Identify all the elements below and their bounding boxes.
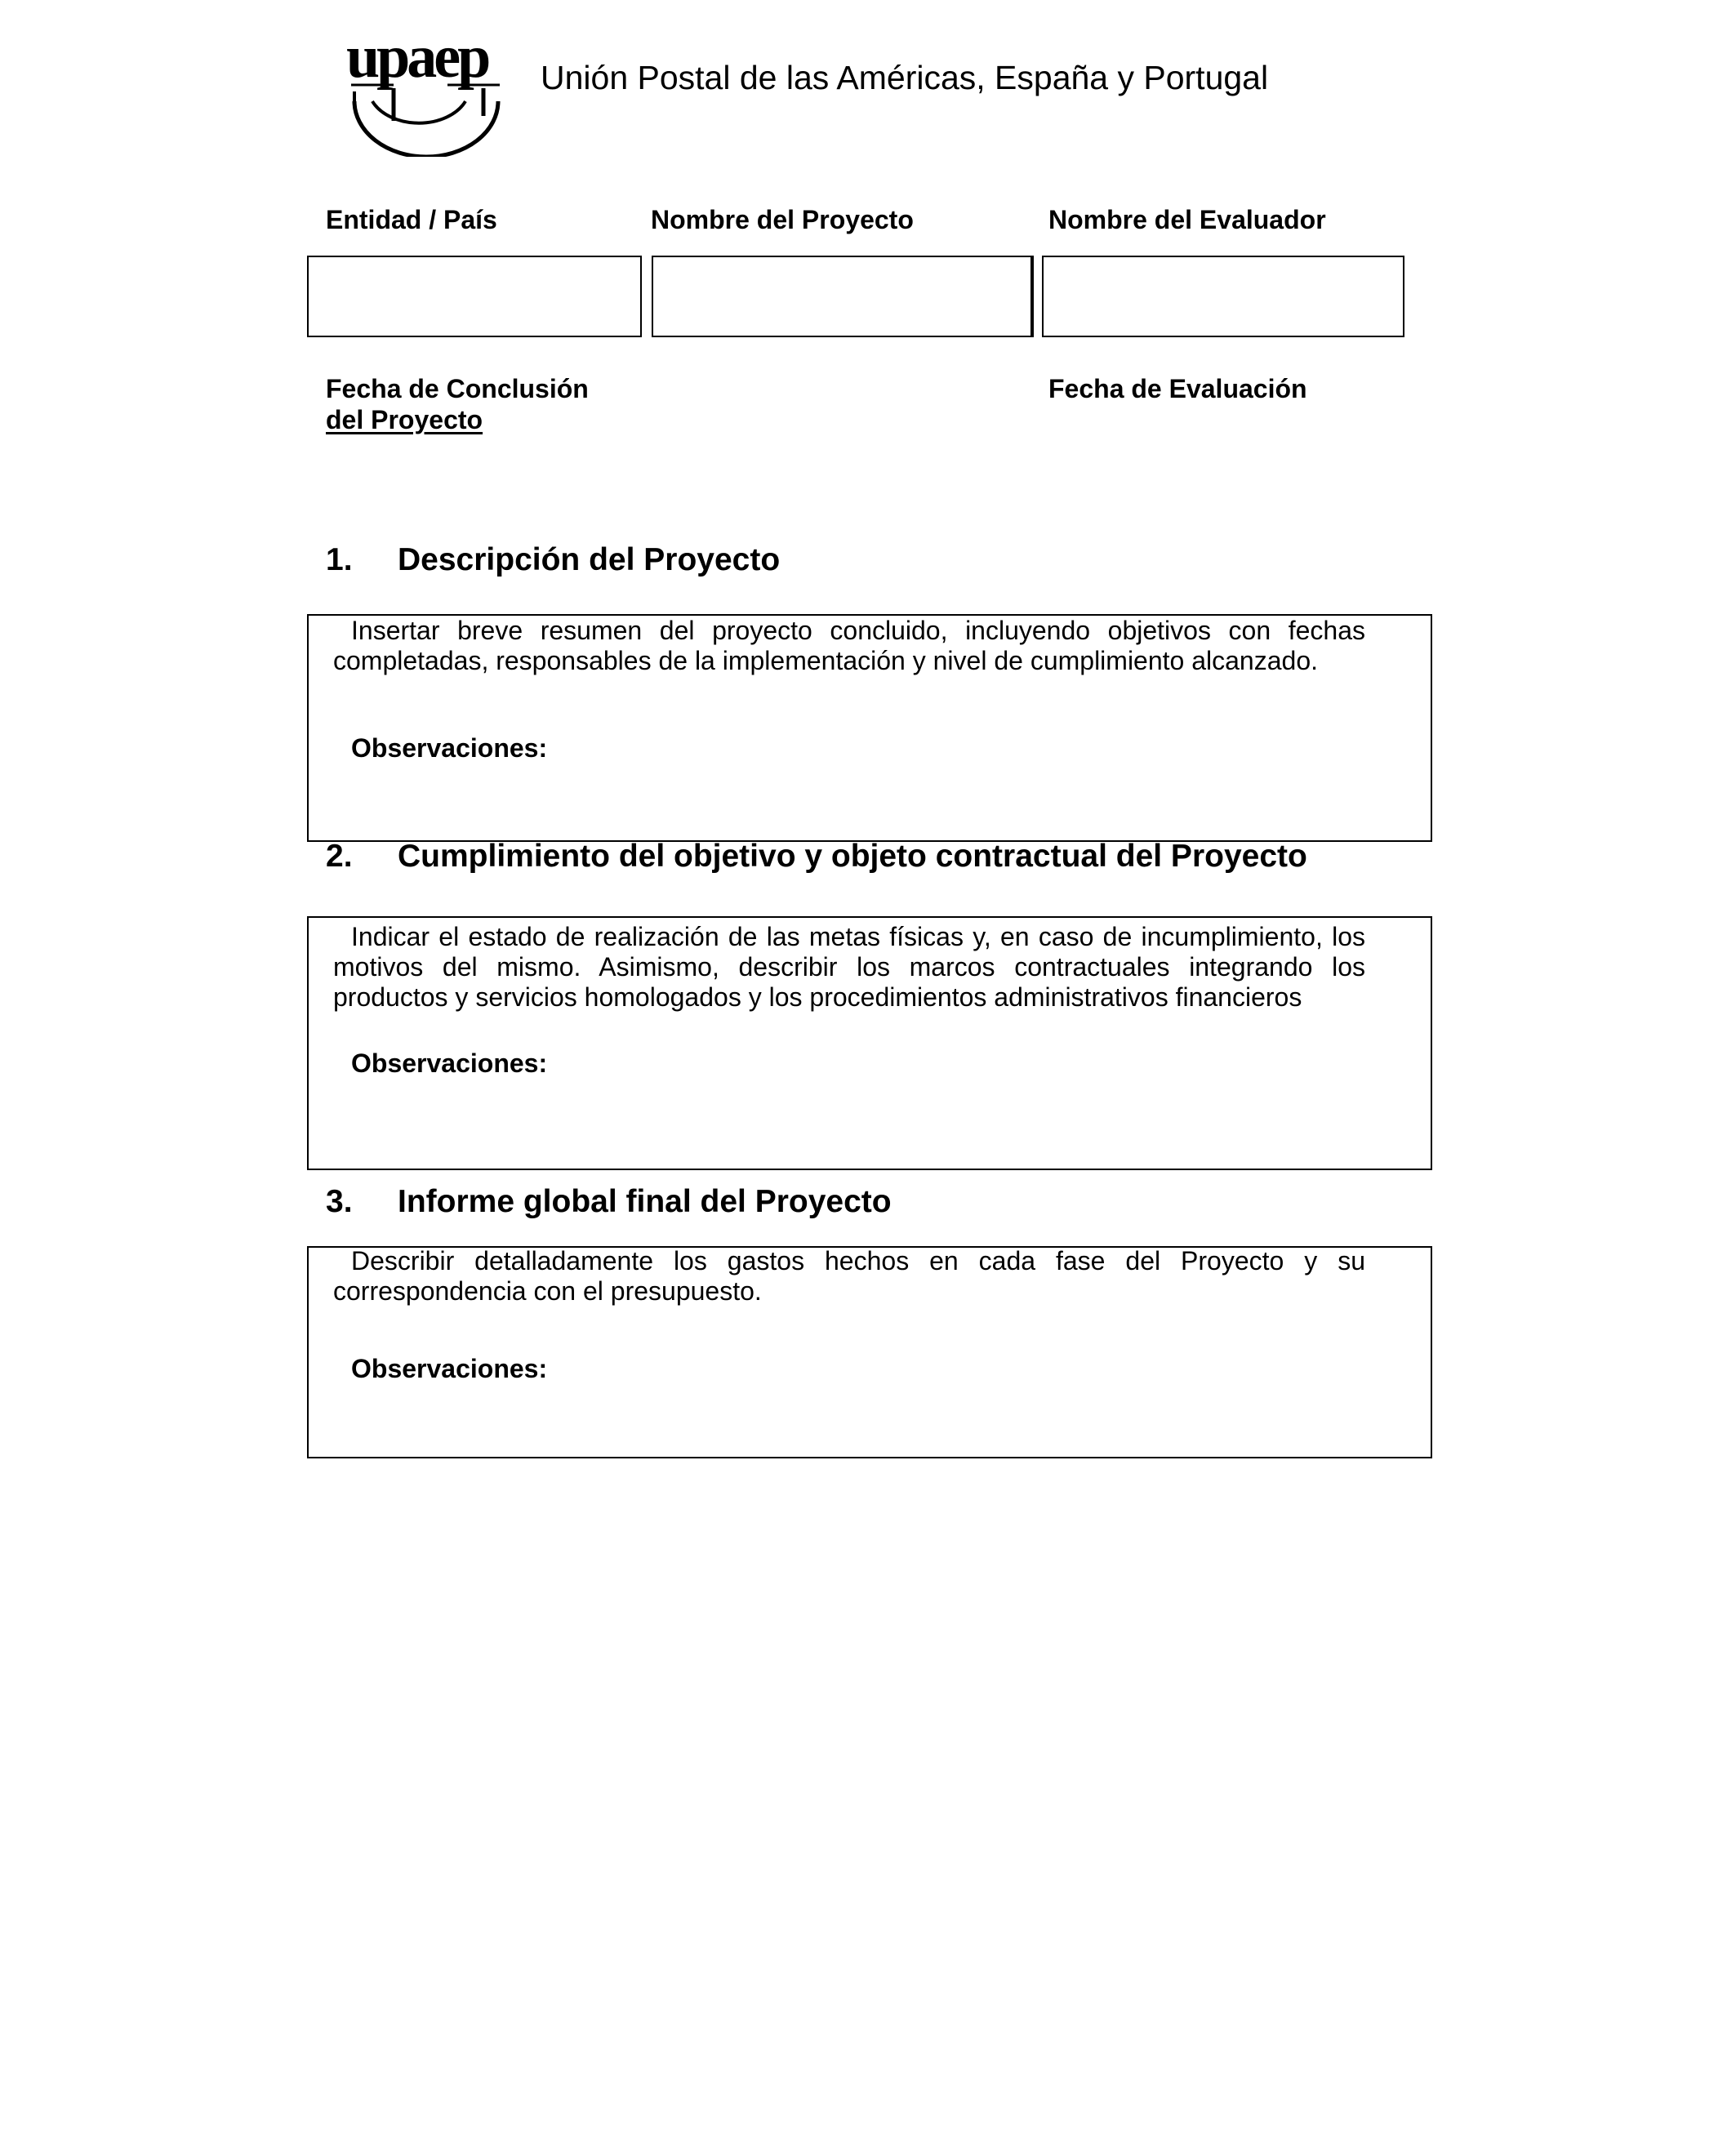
section-2-title: Cumplimiento del objetivo y objeto contractual del Proyecto <box>398 839 1307 874</box>
section-2-box[interactable] <box>307 916 1432 1170</box>
section-3-box[interactable] <box>307 1246 1432 1458</box>
evaluation-date-label: Fecha de Evaluación <box>1048 374 1307 403</box>
organization-name: Unión Postal de las Américas, España y Portugal <box>541 59 1269 96</box>
section-1-description: Insertar breve resumen del proyecto concluido, incluyendo objetivos con fechas completadas, responsables de la implementación y nivel de cumplimiento alcanzado. <box>333 616 1365 675</box>
section-1-box[interactable] <box>307 614 1432 842</box>
field-divider <box>1030 256 1032 337</box>
project-name-label: Nombre del Proyecto <box>651 205 914 234</box>
section-3-number: 3. <box>326 1184 353 1219</box>
evaluator-name-field[interactable] <box>1042 256 1404 337</box>
section-2-observations-label: Observaciones: <box>351 1048 548 1078</box>
section-1-title: Descripción del Proyecto <box>398 542 781 577</box>
section-1-number: 1. <box>326 542 353 577</box>
completion-date-label <box>326 373 589 435</box>
field-divider <box>640 256 642 337</box>
section-1-observations-label: Observaciones: <box>351 733 548 763</box>
section-3-observations-label: Observaciones: <box>351 1354 548 1383</box>
upaep-logo <box>343 26 506 157</box>
section-3-description: Describir detalladamente los gastos hechos en cada fase del Proyecto y su correspondencia con el presupuesto. <box>333 1246 1365 1306</box>
entity-country-field[interactable] <box>307 256 642 337</box>
section-2-description: Indicar el estado de realización de las metas físicas y, en caso de incumplimiento, los motivos del mismo. Asimismo, describir los marcos contractuales integrando los productos y servicios homologados y los procedimientos administrativos financieros <box>333 922 1365 1012</box>
evaluator-name-label: Nombre del Evaluador <box>1048 205 1326 234</box>
svg-text:upaep: upaep <box>346 26 488 91</box>
completion-date-label-line2: del Proyecto <box>326 405 483 434</box>
section-3-title: Informe global final del Proyecto <box>398 1184 892 1219</box>
completion-date-label-line1: Fecha de Conclusión <box>326 374 589 403</box>
section-2-number: 2. <box>326 839 353 874</box>
entity-country-label: Entidad / País <box>326 205 497 234</box>
project-name-field[interactable] <box>652 256 1034 337</box>
